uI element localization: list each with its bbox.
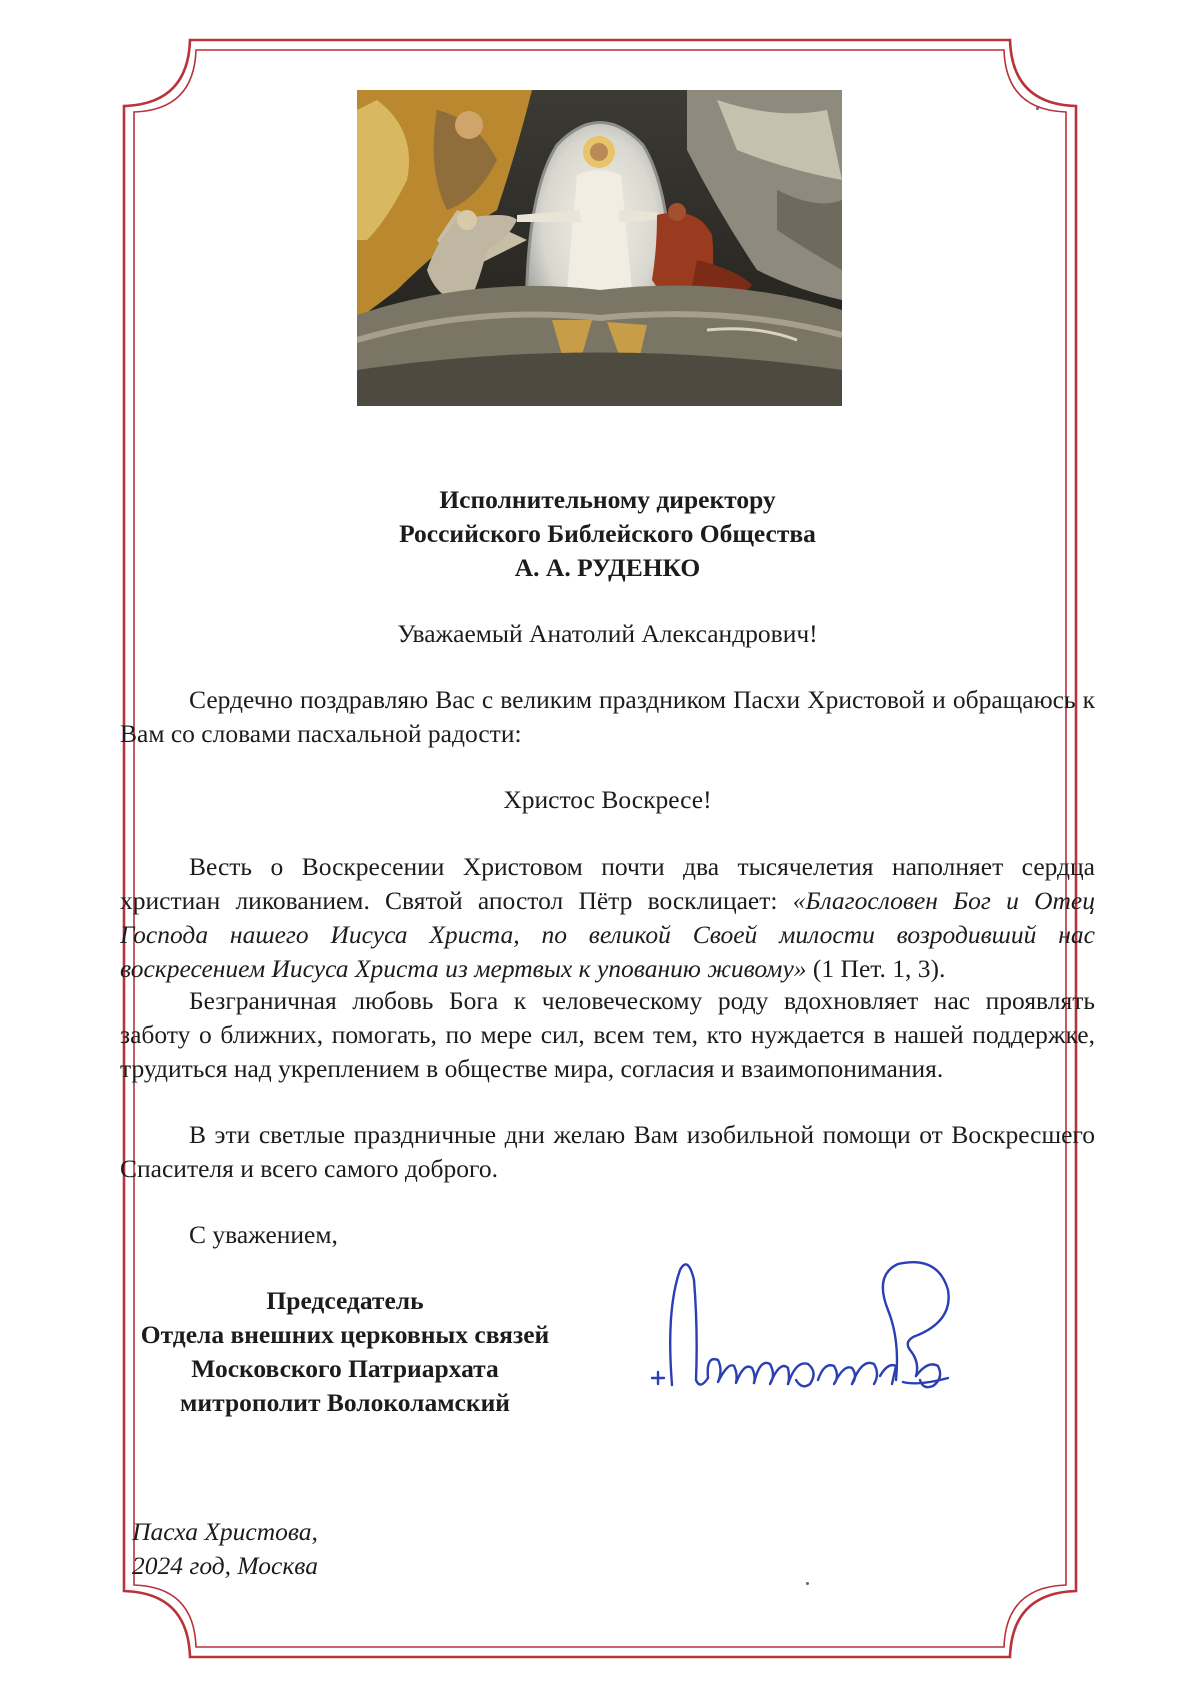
salutation: Уважаемый Анатолий Александрович! bbox=[397, 619, 818, 648]
scan-speck bbox=[1036, 107, 1039, 110]
paragraph-resurrection bbox=[120, 850, 1095, 986]
addressee-organization: Российского Библейского Общества bbox=[399, 519, 816, 548]
signer-block bbox=[100, 1284, 590, 1420]
paragraph-resurrection-lead: Весть о Воскресении Христовом почти два тысячелетия наполняет сердца христиан ликованием. Святой апостол Пётр восклицает: bbox=[120, 852, 1095, 915]
place-year-city: 2024 год, Москва bbox=[132, 1551, 318, 1580]
scripture-quote: «Благословен Бог и Отец Господа нашего Иисуса Христа, по великой Своей милости возродивший нас воскресением Иисуса Христа из мертвых к упованию живому» bbox=[120, 886, 1095, 983]
resurrection-fresco-image bbox=[357, 90, 842, 406]
handwritten-signature bbox=[648, 1250, 993, 1400]
paragraph-congratulation: Сердечно поздравляю Вас с великим праздником Пасхи Христовой и обращаюсь к Вам со словами пасхальной радости: bbox=[120, 685, 1095, 748]
signer-department: Отдела внешних церковных связей bbox=[140, 1320, 550, 1349]
signer-title: митрополит Волоколамский bbox=[180, 1388, 510, 1417]
addressee-name: А. А. РУДЕНКО bbox=[514, 553, 701, 582]
addressee-title: Исполнительному директору bbox=[439, 485, 776, 514]
paragraph-love: Безграничная любовь Бога к человеческому роду вдохновляет нас проявлять заботу о ближних, помогать, по мере сил, всем тем, кто нуждается в нашей поддержке, трудиться над укреплением в обществе мира, согласия и взаимопонимания. bbox=[120, 986, 1095, 1083]
closing-phrase: С уважением, bbox=[189, 1220, 338, 1249]
signer-position: Председатель bbox=[266, 1286, 424, 1315]
addressee-block bbox=[120, 483, 1095, 585]
scripture-reference: (1 Пет. 1, 3). bbox=[806, 954, 946, 983]
paragraph-wishes: В эти светлые праздничные дни желаю Вам изобильной помощи от Воскресшего Спасителя и всего самого доброго. bbox=[120, 1120, 1095, 1183]
place-occasion: Пасха Христова, bbox=[132, 1517, 318, 1546]
paschal-greeting: Христос Воскресе! bbox=[503, 785, 712, 814]
place-date-block bbox=[110, 1515, 340, 1583]
scan-speck bbox=[806, 1582, 809, 1585]
signer-organization: Московского Патриархата bbox=[191, 1354, 499, 1383]
